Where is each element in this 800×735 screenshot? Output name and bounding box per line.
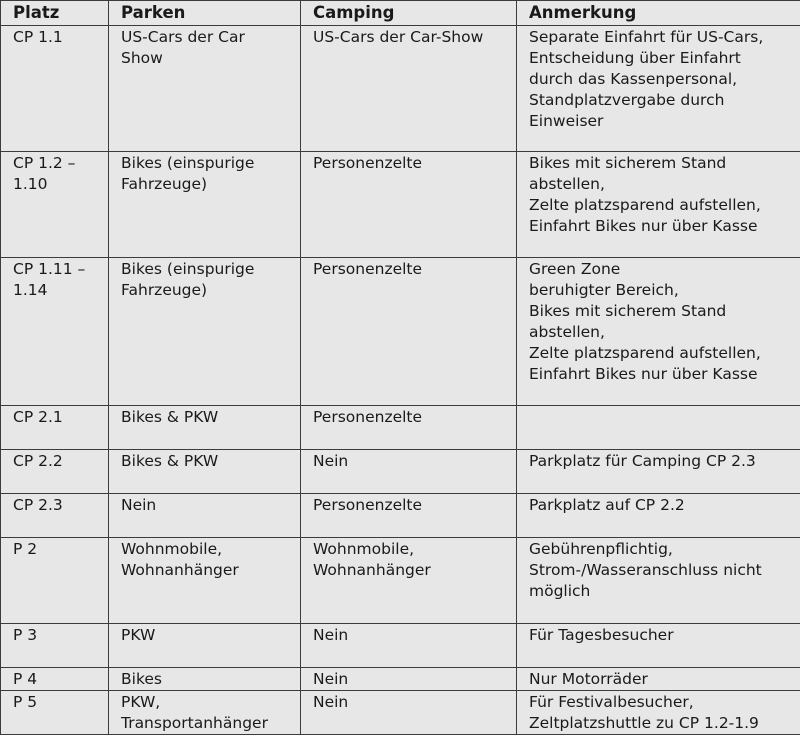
cell-parken: Bikes & PKW	[109, 406, 301, 450]
cell-platz: CP 2.1	[1, 406, 109, 450]
header-camping: Camping	[301, 1, 517, 26]
cell-camping: Personenzelte	[301, 406, 517, 450]
table-row	[1, 152, 800, 258]
cell-parken: Nein	[109, 494, 301, 538]
table-header-row	[1, 1, 800, 26]
table-row	[1, 538, 800, 624]
cell-anmerkung: Separate Einfahrt für US-Cars, Entscheidung über Einfahrt durch das Kassenpersonal, Standplatzvergabe durch Einweiser	[517, 26, 800, 152]
cell-platz: CP 2.2	[1, 450, 109, 494]
cell-anmerkung: Parkplatz für Camping CP 2.3	[517, 450, 800, 494]
table-row	[1, 26, 800, 152]
cell-platz: P 4	[1, 668, 109, 691]
cell-anmerkung: Parkplatz auf CP 2.2	[517, 494, 800, 538]
cell-anmerkung: Bikes mit sicherem Stand abstellen, Zelte platzsparend aufstellen, Einfahrt Bikes nur über Kasse	[517, 152, 800, 258]
cell-parken: Bikes (einspurige Fahrzeuge)	[109, 258, 301, 406]
cell-anmerkung: Green Zone beruhigter Bereich, Bikes mit sicherem Stand abstellen, Zelte platzsparend aufstellen, Einfahrt Bikes nur über Kasse	[517, 258, 800, 406]
cell-camping: US-Cars der Car-Show	[301, 26, 517, 152]
cell-anmerkung: Gebührenpflichtig, Strom-/Wasseranschluss nicht möglich	[517, 538, 800, 624]
cell-camping: Wohnmobile, Wohnanhänger	[301, 538, 517, 624]
table-row	[1, 450, 800, 494]
cell-anmerkung: Nur Motorräder	[517, 668, 800, 691]
cell-camping: Nein	[301, 450, 517, 494]
cell-camping: Nein	[301, 691, 517, 735]
cell-platz: P 5	[1, 691, 109, 735]
table-row	[1, 494, 800, 538]
cell-anmerkung: Für Festivalbesucher, Zeltplatzshuttle zu CP 1.2-1.9	[517, 691, 800, 735]
cell-parken: Bikes & PKW	[109, 450, 301, 494]
cell-parken: Bikes (einspurige Fahrzeuge)	[109, 152, 301, 258]
table-row	[1, 691, 800, 735]
cell-platz: CP 2.3	[1, 494, 109, 538]
cell-camping: Personenzelte	[301, 152, 517, 258]
header-platz: Platz	[1, 1, 109, 26]
cell-parken: PKW, Transportanhänger	[109, 691, 301, 735]
table-row	[1, 258, 800, 406]
cell-anmerkung: Für Tagesbesucher	[517, 624, 800, 668]
table-row	[1, 624, 800, 668]
cell-parken: PKW	[109, 624, 301, 668]
cell-platz: CP 1.2 – 1.10	[1, 152, 109, 258]
table-row	[1, 668, 800, 691]
cell-parken: Wohnmobile, Wohnanhänger	[109, 538, 301, 624]
cell-camping: Nein	[301, 624, 517, 668]
cell-camping: Nein	[301, 668, 517, 691]
table-row	[1, 406, 800, 450]
cell-parken: US-Cars der Car Show	[109, 26, 301, 152]
cell-platz: P 2	[1, 538, 109, 624]
header-anmerkung: Anmerkung	[517, 1, 800, 26]
cell-parken: Bikes	[109, 668, 301, 691]
cell-anmerkung	[517, 406, 800, 450]
cell-platz: CP 1.1	[1, 26, 109, 152]
cell-camping: Personenzelte	[301, 494, 517, 538]
cell-camping: Personenzelte	[301, 258, 517, 406]
header-parken: Parken	[109, 1, 301, 26]
cell-platz: P 3	[1, 624, 109, 668]
cell-platz: CP 1.11 – 1.14	[1, 258, 109, 406]
